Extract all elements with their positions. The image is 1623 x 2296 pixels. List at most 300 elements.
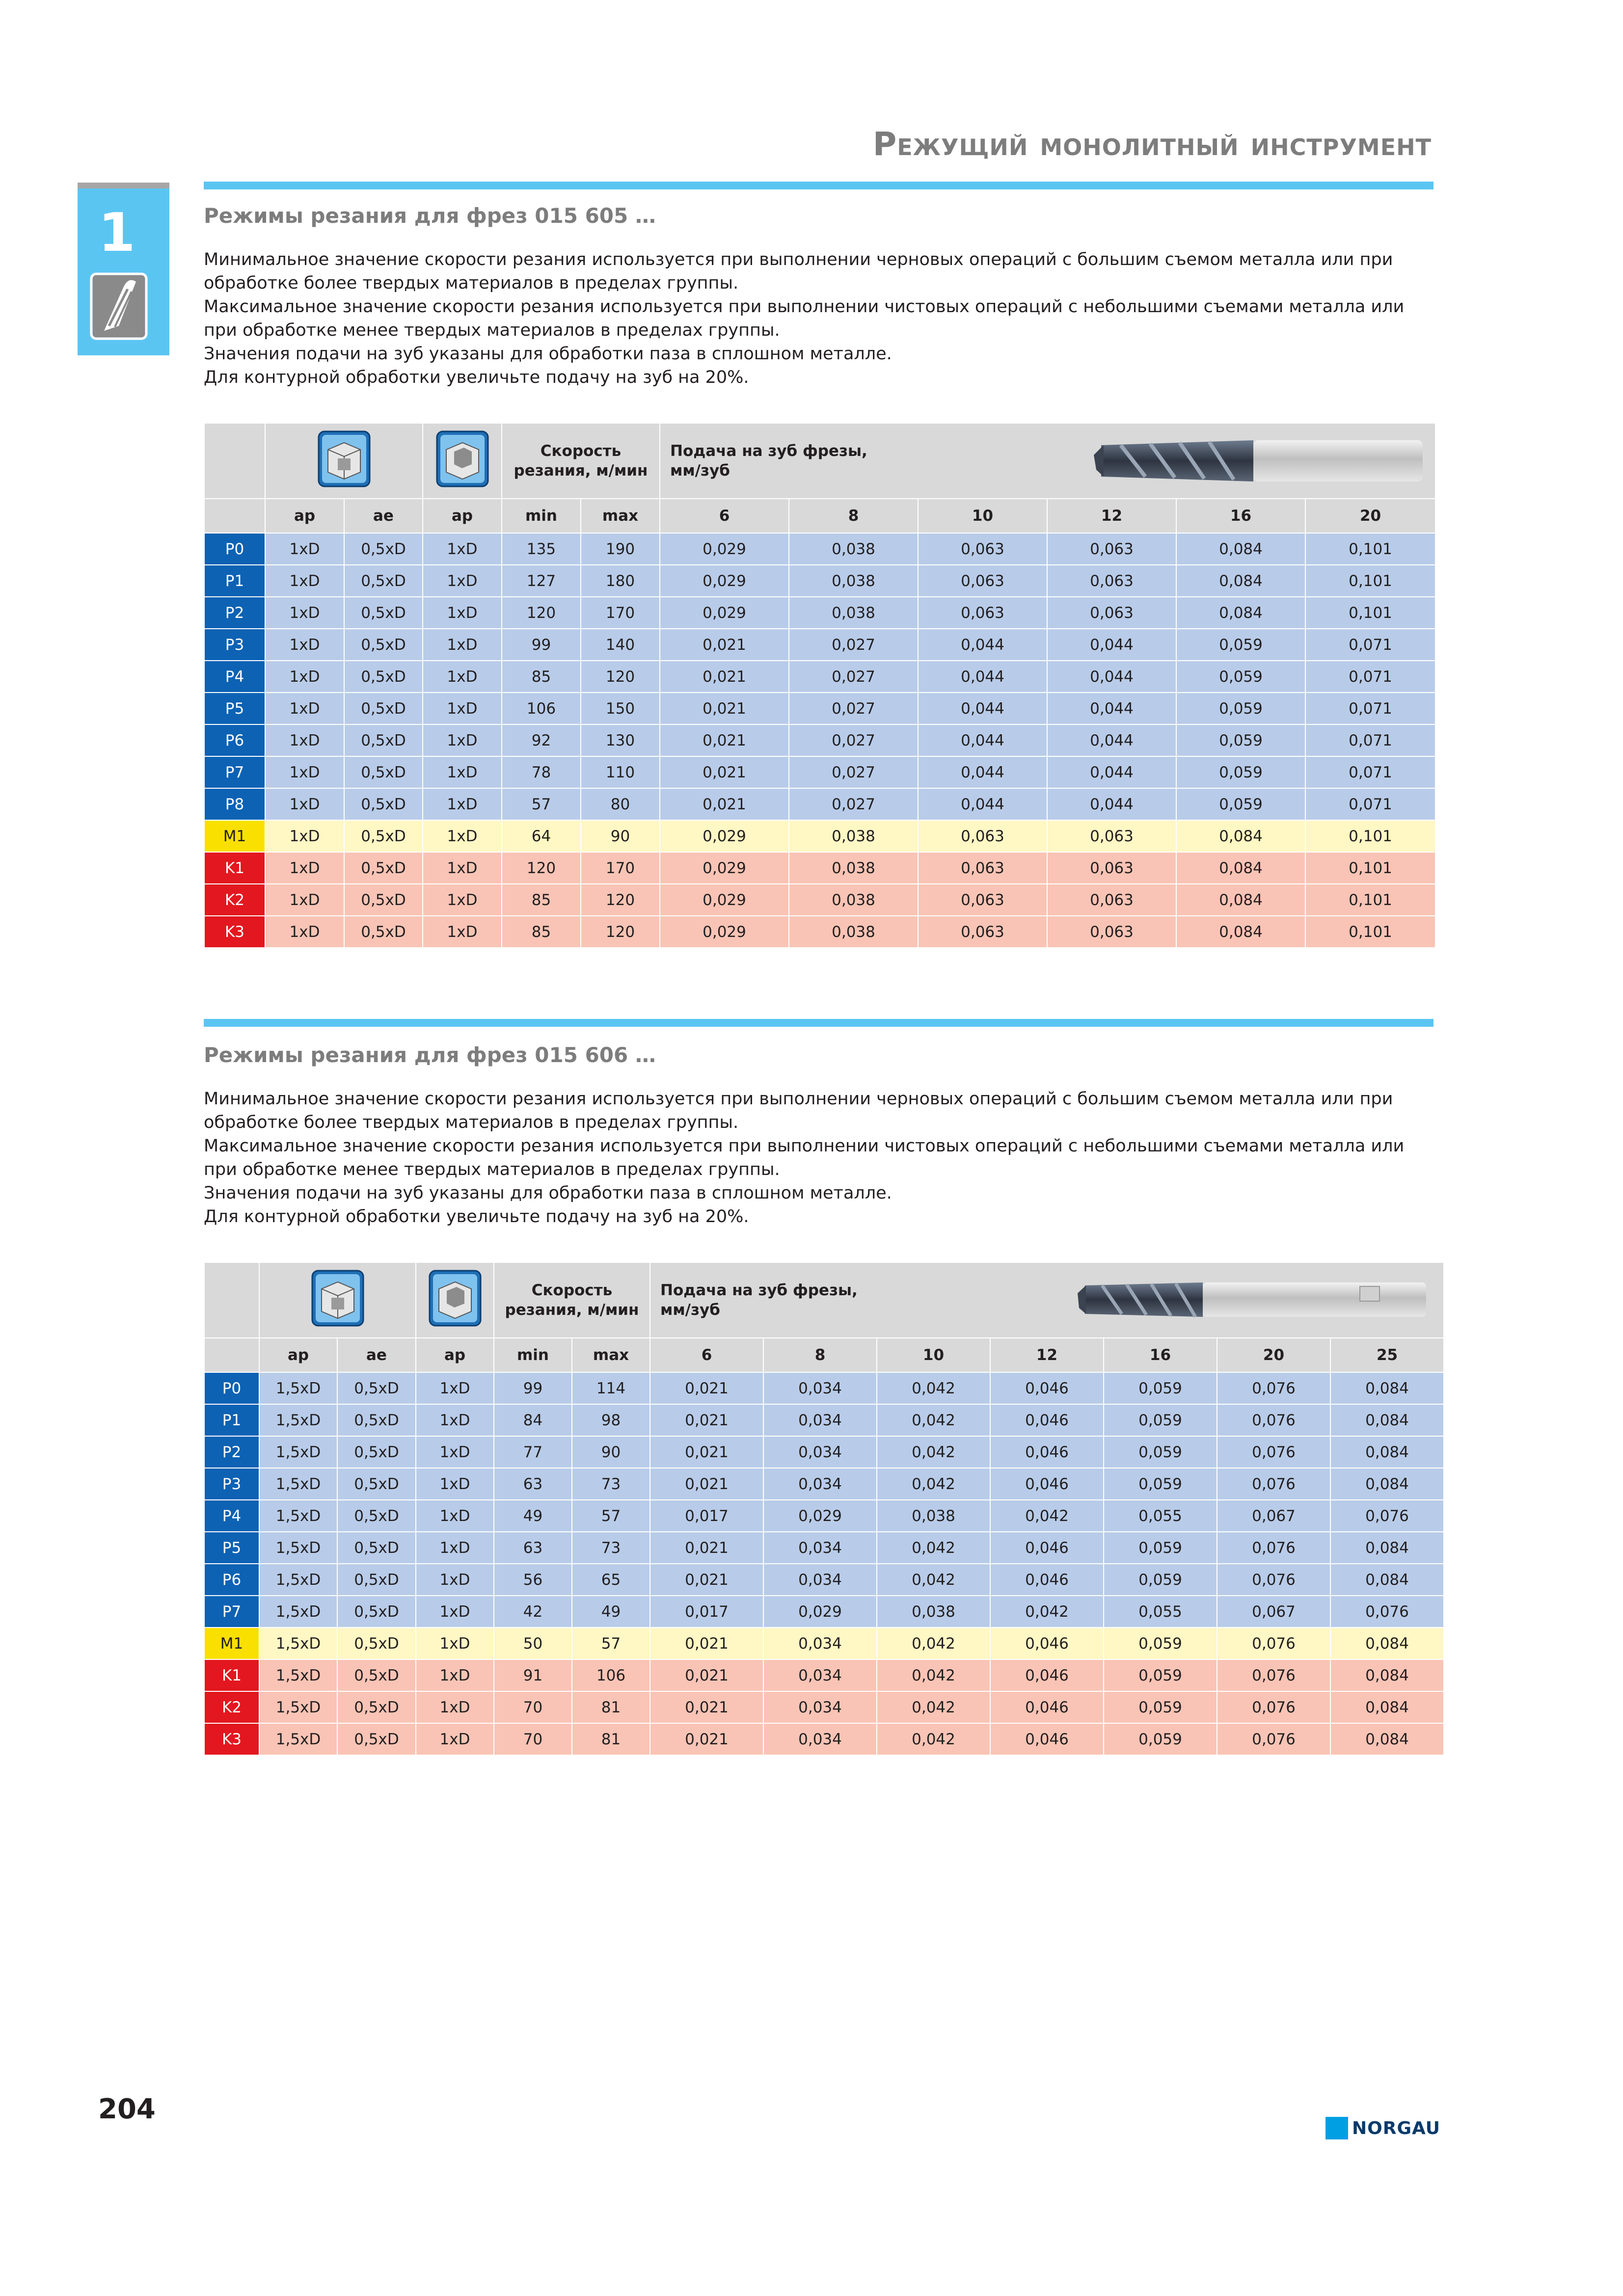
table-cell: 0,076 xyxy=(1217,1468,1330,1500)
table-cell: 135 xyxy=(502,533,581,565)
table-row xyxy=(204,756,1435,788)
table-cell: 0,101 xyxy=(1305,820,1435,852)
table-cell: 0,063 xyxy=(918,565,1047,597)
table-cell: 0,027 xyxy=(789,756,918,788)
table-cell: 0,5xD xyxy=(337,1500,416,1532)
table-row xyxy=(204,852,1435,884)
table-cell: 0,076 xyxy=(1217,1691,1330,1723)
table-cell: 0,044 xyxy=(918,629,1047,661)
material-group-cell: K2 xyxy=(204,1691,259,1723)
table-cell: 0,029 xyxy=(763,1596,877,1628)
table-cell: 1,5xD xyxy=(259,1372,337,1404)
material-group-cell: P8 xyxy=(204,788,265,820)
column-header: 6 xyxy=(660,499,789,533)
material-group-cell: P3 xyxy=(204,629,265,661)
table-cell: 127 xyxy=(502,565,581,597)
table-row xyxy=(204,820,1435,852)
table-cell: 64 xyxy=(502,820,581,852)
table-cell: 110 xyxy=(581,756,660,788)
chapter-number: 1 xyxy=(98,202,135,264)
table-cell: 1,5xD xyxy=(259,1723,337,1755)
table-cell: 1,5xD xyxy=(259,1404,337,1436)
table-cell: 50 xyxy=(494,1628,572,1659)
table-cell: 0,021 xyxy=(660,661,789,693)
table-cell: 1xD xyxy=(416,1564,494,1596)
table-cell: 0,034 xyxy=(763,1468,877,1500)
table-cell: 0,055 xyxy=(1104,1596,1217,1628)
table-row xyxy=(204,693,1435,724)
table-cell: 0,063 xyxy=(1047,884,1176,916)
table-cell: 0,084 xyxy=(1330,1659,1444,1691)
table-cell: 0,059 xyxy=(1104,1372,1217,1404)
table-cell: 0,063 xyxy=(1047,820,1176,852)
table-cell: 0,042 xyxy=(990,1500,1104,1532)
table-cell: 1xD xyxy=(416,1532,494,1564)
table-cell: 1xD xyxy=(265,884,344,916)
material-group-cell: K3 xyxy=(204,916,265,948)
table-cell: 0,063 xyxy=(1047,533,1176,565)
section-1-paragraph: Для контурной обработки увеличьте подачу на зуб на 20%. xyxy=(204,368,749,387)
column-header: 10 xyxy=(877,1338,990,1372)
table-cell: 1xD xyxy=(423,916,502,948)
table-cell: 0,029 xyxy=(660,820,789,852)
table-cell: 0,034 xyxy=(763,1372,877,1404)
table-corner xyxy=(204,423,265,499)
feed-header xyxy=(650,1262,1444,1338)
table-cell: 1xD xyxy=(423,820,502,852)
table-cell: 57 xyxy=(572,1500,650,1532)
table-cell: 56 xyxy=(494,1564,572,1596)
column-header: 10 xyxy=(918,499,1047,533)
table-cell: 1,5xD xyxy=(259,1691,337,1723)
table-cell: 0,044 xyxy=(918,661,1047,693)
table-cell: 0,5xD xyxy=(337,1659,416,1691)
table-cell: 0,084 xyxy=(1176,533,1305,565)
table-cell: 0,059 xyxy=(1104,1659,1217,1691)
table-cell: 150 xyxy=(581,693,660,724)
column-header: 6 xyxy=(650,1338,763,1372)
table-cell: 1,5xD xyxy=(259,1500,337,1532)
section-2-paragraph: Для контурной обработки увеличьте подачу на зуб на 20%. xyxy=(204,1207,749,1227)
table-cell: 0,059 xyxy=(1176,693,1305,724)
table-cell: 0,101 xyxy=(1305,852,1435,884)
table-cell: 0,042 xyxy=(877,1532,990,1564)
table-cell: 0,059 xyxy=(1176,629,1305,661)
table-cell: 0,5xD xyxy=(344,565,423,597)
table-cell: 1xD xyxy=(265,693,344,724)
table-cell: 0,042 xyxy=(877,1691,990,1723)
table-row xyxy=(204,884,1435,916)
table-cell: 106 xyxy=(502,693,581,724)
table-cell: 0,046 xyxy=(990,1404,1104,1436)
table-cell: 0,046 xyxy=(990,1723,1104,1755)
table-cell: 42 xyxy=(494,1596,572,1628)
table-cell: 0,055 xyxy=(1104,1500,1217,1532)
table-cell: 0,034 xyxy=(763,1532,877,1564)
table-cell: 0,067 xyxy=(1217,1500,1330,1532)
table-cell: 0,029 xyxy=(660,597,789,629)
end-mill-image xyxy=(1075,1272,1429,1327)
feed-header-label: Подача на зуб фрезы, мм/зуб xyxy=(670,442,867,480)
table-cell: 0,067 xyxy=(1217,1596,1330,1628)
table-cell: 0,063 xyxy=(918,597,1047,629)
table-cell: 0,076 xyxy=(1217,1723,1330,1755)
table-cell: 0,5xD xyxy=(337,1596,416,1628)
material-group-cell: P6 xyxy=(204,1564,259,1596)
table-cell: 99 xyxy=(494,1372,572,1404)
table-cell: 1xD xyxy=(416,1372,494,1404)
pocket-milling-icon-cell xyxy=(423,423,502,499)
table-cell: 1xD xyxy=(416,1468,494,1500)
table-cell: 73 xyxy=(572,1532,650,1564)
table-cell: 0,034 xyxy=(763,1691,877,1723)
table-cell: 63 xyxy=(494,1532,572,1564)
table-row xyxy=(204,1500,1444,1532)
table-cell: 0,034 xyxy=(763,1628,877,1659)
brand-name: NORGAU xyxy=(1352,2118,1440,2138)
table-cell: 0,059 xyxy=(1104,1468,1217,1500)
table-cell: 90 xyxy=(581,820,660,852)
table-cell: 1xD xyxy=(423,693,502,724)
table-cell: 1xD xyxy=(265,916,344,948)
table-cell: 1xD xyxy=(416,1628,494,1659)
table-cell: 0,5xD xyxy=(344,693,423,724)
table-cell: 0,044 xyxy=(918,724,1047,756)
table-cell: 0,034 xyxy=(763,1564,877,1596)
table-cell: 0,063 xyxy=(1047,597,1176,629)
table-cell: 1,5xD xyxy=(259,1564,337,1596)
table-cell: 0,076 xyxy=(1217,1404,1330,1436)
column-header: ap xyxy=(265,499,344,533)
table-cell: 0,038 xyxy=(789,820,918,852)
table-cell: 0,021 xyxy=(650,1372,763,1404)
table-cell: 1xD xyxy=(416,1596,494,1628)
section-2-description xyxy=(204,1087,1431,1228)
table-cell: 0,5xD xyxy=(344,756,423,788)
material-group-cell: P3 xyxy=(204,1468,259,1500)
table-cell: 120 xyxy=(502,852,581,884)
table-cell: 0,044 xyxy=(1047,788,1176,820)
table-cell: 1xD xyxy=(265,533,344,565)
table-cell: 0,021 xyxy=(650,1404,763,1436)
end-mill-image xyxy=(1091,430,1425,491)
table-cell: 114 xyxy=(572,1372,650,1404)
table-cell: 0,029 xyxy=(763,1500,877,1532)
table-cell: 99 xyxy=(502,629,581,661)
table-cell: 84 xyxy=(494,1404,572,1436)
material-group-cell: M1 xyxy=(204,820,265,852)
column-header: max xyxy=(572,1338,650,1372)
table-cell: 0,076 xyxy=(1217,1564,1330,1596)
table-cell: 0,029 xyxy=(660,916,789,948)
table-cell: 85 xyxy=(502,661,581,693)
material-group-cell: P4 xyxy=(204,661,265,693)
table-cell: 1xD xyxy=(265,820,344,852)
table-cell: 0,027 xyxy=(789,788,918,820)
table-cell: 0,042 xyxy=(877,1468,990,1500)
column-header: 8 xyxy=(789,499,918,533)
table-cell: 0,071 xyxy=(1305,693,1435,724)
table-cell: 0,038 xyxy=(789,533,918,565)
table-cell: 1xD xyxy=(416,1659,494,1691)
table-cell: 0,063 xyxy=(918,916,1047,948)
table-cell: 0,021 xyxy=(660,629,789,661)
table-cell: 0,084 xyxy=(1330,1468,1444,1500)
column-header: ap xyxy=(416,1338,494,1372)
slot-milling-icon-cell xyxy=(259,1262,416,1338)
table-cell: 0,044 xyxy=(918,693,1047,724)
material-group-cell: K3 xyxy=(204,1723,259,1755)
table-row xyxy=(204,916,1435,948)
table-cell: 0,034 xyxy=(763,1659,877,1691)
table-row xyxy=(204,1372,1444,1404)
table-cell: 1xD xyxy=(265,597,344,629)
table-cell: 0,059 xyxy=(1104,1564,1217,1596)
table-cell: 0,044 xyxy=(918,788,1047,820)
table-cell: 0,029 xyxy=(660,533,789,565)
table-cell: 1,5xD xyxy=(259,1436,337,1468)
slot-milling-icon xyxy=(311,1269,365,1327)
table-cell: 0,038 xyxy=(877,1596,990,1628)
section-2-paragraph: Максимальное значение скорости резания используется при выполнении чистовых операций с небольшими съемами металла или при обработке менее твердых материалов в пределах группы. xyxy=(204,1136,1405,1179)
table-cell: 0,5xD xyxy=(344,788,423,820)
table-row xyxy=(204,565,1435,597)
table-cell: 0,071 xyxy=(1305,724,1435,756)
table-cell: 0,038 xyxy=(789,884,918,916)
table-cell: 0,101 xyxy=(1305,597,1435,629)
table-cell: 0,021 xyxy=(650,1532,763,1564)
table-cell: 0,021 xyxy=(660,693,789,724)
table-cell: 0,084 xyxy=(1176,852,1305,884)
table-cell: 0,029 xyxy=(660,565,789,597)
table-cell: 1xD xyxy=(423,852,502,884)
table-cell: 0,059 xyxy=(1176,788,1305,820)
table-cell: 120 xyxy=(502,597,581,629)
table-cell: 0,021 xyxy=(650,1659,763,1691)
table-cell: 0,046 xyxy=(990,1532,1104,1564)
feed-header-label: Подача на зуб фрезы, мм/зуб xyxy=(660,1281,858,1319)
table-corner-2 xyxy=(204,499,265,533)
table-cell: 120 xyxy=(581,884,660,916)
column-header: 16 xyxy=(1104,1338,1217,1372)
pocket-milling-icon-cell xyxy=(416,1262,494,1338)
table-cell: 0,046 xyxy=(990,1372,1104,1404)
table-cell: 170 xyxy=(581,597,660,629)
table-cell: 0,059 xyxy=(1104,1532,1217,1564)
material-group-cell: P5 xyxy=(204,1532,259,1564)
table-cell: 77 xyxy=(494,1436,572,1468)
table-row xyxy=(204,1436,1444,1468)
table-cell: 0,044 xyxy=(1047,724,1176,756)
material-group-cell: P5 xyxy=(204,693,265,724)
table-cell: 81 xyxy=(572,1723,650,1755)
table-cell: 0,5xD xyxy=(337,1436,416,1468)
table-cell: 0,5xD xyxy=(337,1532,416,1564)
table-cell: 0,042 xyxy=(877,1659,990,1691)
table-cell: 0,063 xyxy=(918,884,1047,916)
table-cell: 70 xyxy=(494,1691,572,1723)
table-cell: 0,021 xyxy=(660,788,789,820)
table-cell: 0,5xD xyxy=(344,629,423,661)
section-2-rule xyxy=(204,1019,1434,1027)
table-row xyxy=(204,1659,1444,1691)
pocket-milling-icon xyxy=(428,1269,482,1327)
table-cell: 0,021 xyxy=(650,1691,763,1723)
table-cell: 0,034 xyxy=(763,1404,877,1436)
header-rule xyxy=(204,182,1434,189)
table-cell: 130 xyxy=(581,724,660,756)
table-cell: 0,046 xyxy=(990,1691,1104,1723)
material-group-cell: P4 xyxy=(204,1500,259,1532)
table-cell: 1xD xyxy=(423,597,502,629)
table-cell: 0,027 xyxy=(789,661,918,693)
table-cell: 0,076 xyxy=(1217,1659,1330,1691)
table-cell: 0,021 xyxy=(660,724,789,756)
table-cell: 91 xyxy=(494,1659,572,1691)
table-cell: 63 xyxy=(494,1468,572,1500)
table-cell: 0,101 xyxy=(1305,565,1435,597)
table-cell: 0,084 xyxy=(1330,1723,1444,1755)
table-cell: 78 xyxy=(502,756,581,788)
table-cell: 0,046 xyxy=(990,1468,1104,1500)
table-cell: 0,059 xyxy=(1176,756,1305,788)
table-cell: 0,071 xyxy=(1305,629,1435,661)
table-cell: 0,071 xyxy=(1305,756,1435,788)
table-cell: 0,084 xyxy=(1330,1628,1444,1659)
material-group-cell: M1 xyxy=(204,1628,259,1659)
table-cell: 1,5xD xyxy=(259,1628,337,1659)
column-header: 20 xyxy=(1305,499,1435,533)
brand-logo xyxy=(1325,2116,1440,2140)
material-group-cell: P0 xyxy=(204,533,265,565)
table-cell: 0,084 xyxy=(1330,1532,1444,1564)
table-cell: 0,046 xyxy=(990,1436,1104,1468)
table-row xyxy=(204,1564,1444,1596)
table-cell: 0,017 xyxy=(650,1596,763,1628)
table-cell: 0,5xD xyxy=(344,820,423,852)
table-cell: 0,059 xyxy=(1104,1691,1217,1723)
table-cell: 0,063 xyxy=(918,533,1047,565)
table-cell: 57 xyxy=(502,788,581,820)
material-group-cell: P7 xyxy=(204,756,265,788)
table-cell: 0,5xD xyxy=(344,661,423,693)
table-cell: 0,042 xyxy=(877,1372,990,1404)
column-header: 12 xyxy=(1047,499,1176,533)
table-cell: 0,038 xyxy=(789,852,918,884)
table-row xyxy=(204,661,1435,693)
table-cell: 0,021 xyxy=(650,1628,763,1659)
table-cell: 0,5xD xyxy=(337,1372,416,1404)
table-cell: 0,5xD xyxy=(344,533,423,565)
table-row xyxy=(204,1404,1444,1436)
table-cell: 0,101 xyxy=(1305,884,1435,916)
table-cell: 1xD xyxy=(423,533,502,565)
table-cell: 1,5xD xyxy=(259,1468,337,1500)
material-group-cell: P2 xyxy=(204,1436,259,1468)
table-cell: 0,5xD xyxy=(337,1468,416,1500)
table-cell: 1xD xyxy=(265,661,344,693)
table-cell: 0,042 xyxy=(877,1628,990,1659)
material-group-cell: P0 xyxy=(204,1372,259,1404)
table-cell: 190 xyxy=(581,533,660,565)
table-cell: 1xD xyxy=(423,724,502,756)
table-cell: 0,5xD xyxy=(337,1628,416,1659)
table-cell: 0,071 xyxy=(1305,788,1435,820)
table-cell: 0,027 xyxy=(789,629,918,661)
table-cell: 0,5xD xyxy=(337,1404,416,1436)
table-cell: 0,084 xyxy=(1330,1372,1444,1404)
column-header: max xyxy=(581,499,660,533)
table-cell: 0,046 xyxy=(990,1564,1104,1596)
table-cell: 0,021 xyxy=(650,1436,763,1468)
cutting-table-2 xyxy=(204,1262,1444,1756)
table-cell: 0,044 xyxy=(1047,661,1176,693)
table-cell: 0,084 xyxy=(1330,1691,1444,1723)
table-cell: 1xD xyxy=(265,724,344,756)
table-row xyxy=(204,1691,1444,1723)
table-cell: 0,5xD xyxy=(344,852,423,884)
column-header: 25 xyxy=(1330,1338,1444,1372)
table-cell: 0,042 xyxy=(877,1723,990,1755)
table-cell: 0,021 xyxy=(650,1723,763,1755)
table-cell: 1xD xyxy=(265,629,344,661)
table-cell: 80 xyxy=(581,788,660,820)
table-cell: 0,059 xyxy=(1176,661,1305,693)
table-cell: 0,101 xyxy=(1305,916,1435,948)
table-cell: 0,029 xyxy=(660,884,789,916)
material-group-cell: K1 xyxy=(204,1659,259,1691)
table-cell: 1xD xyxy=(423,756,502,788)
table-cell: 0,084 xyxy=(1330,1404,1444,1436)
table-cell: 0,059 xyxy=(1104,1436,1217,1468)
material-group-cell: P1 xyxy=(204,1404,259,1436)
table-cell: 120 xyxy=(581,916,660,948)
table-cell: 0,076 xyxy=(1330,1596,1444,1628)
table-cell: 0,044 xyxy=(918,756,1047,788)
table-cell: 1xD xyxy=(416,1691,494,1723)
table-cell: 0,042 xyxy=(990,1596,1104,1628)
table-cell: 70 xyxy=(494,1723,572,1755)
table-cell: 0,059 xyxy=(1104,1404,1217,1436)
speed-header: Скорость резания, м/мин xyxy=(494,1262,650,1338)
section-1-paragraph: Значения подачи на зуб указаны для обработки паза в сплошном металле. xyxy=(204,344,892,364)
brand-square-icon xyxy=(1325,2117,1348,2139)
section-1-paragraph: Максимальное значение скорости резания используется при выполнении чистовых операций с небольшими съемами металла или при обработке менее твердых материалов в пределах группы. xyxy=(204,297,1405,340)
table-cell: 85 xyxy=(502,916,581,948)
column-header: ae xyxy=(344,499,423,533)
table-cell: 81 xyxy=(572,1691,650,1723)
table-cell: 180 xyxy=(581,565,660,597)
table-row xyxy=(204,1628,1444,1659)
table-cell: 1xD xyxy=(423,788,502,820)
table-cell: 0,063 xyxy=(1047,852,1176,884)
table-cell: 90 xyxy=(572,1436,650,1468)
table-cell: 1xD xyxy=(416,1500,494,1532)
drill-tool-icon xyxy=(89,272,148,341)
table-row xyxy=(204,629,1435,661)
column-header: min xyxy=(502,499,581,533)
table-cell: 0,021 xyxy=(650,1564,763,1596)
material-group-cell: P2 xyxy=(204,597,265,629)
table-cell: 0,044 xyxy=(1047,756,1176,788)
pocket-milling-icon xyxy=(435,430,489,488)
page-header-title: Режущий монолитный инструмент xyxy=(872,125,1432,163)
table-cell: 0,038 xyxy=(789,597,918,629)
table-cell: 0,076 xyxy=(1217,1628,1330,1659)
column-header: 16 xyxy=(1176,499,1305,533)
table-cell: 0,046 xyxy=(990,1659,1104,1691)
table-cell: 1xD xyxy=(423,629,502,661)
